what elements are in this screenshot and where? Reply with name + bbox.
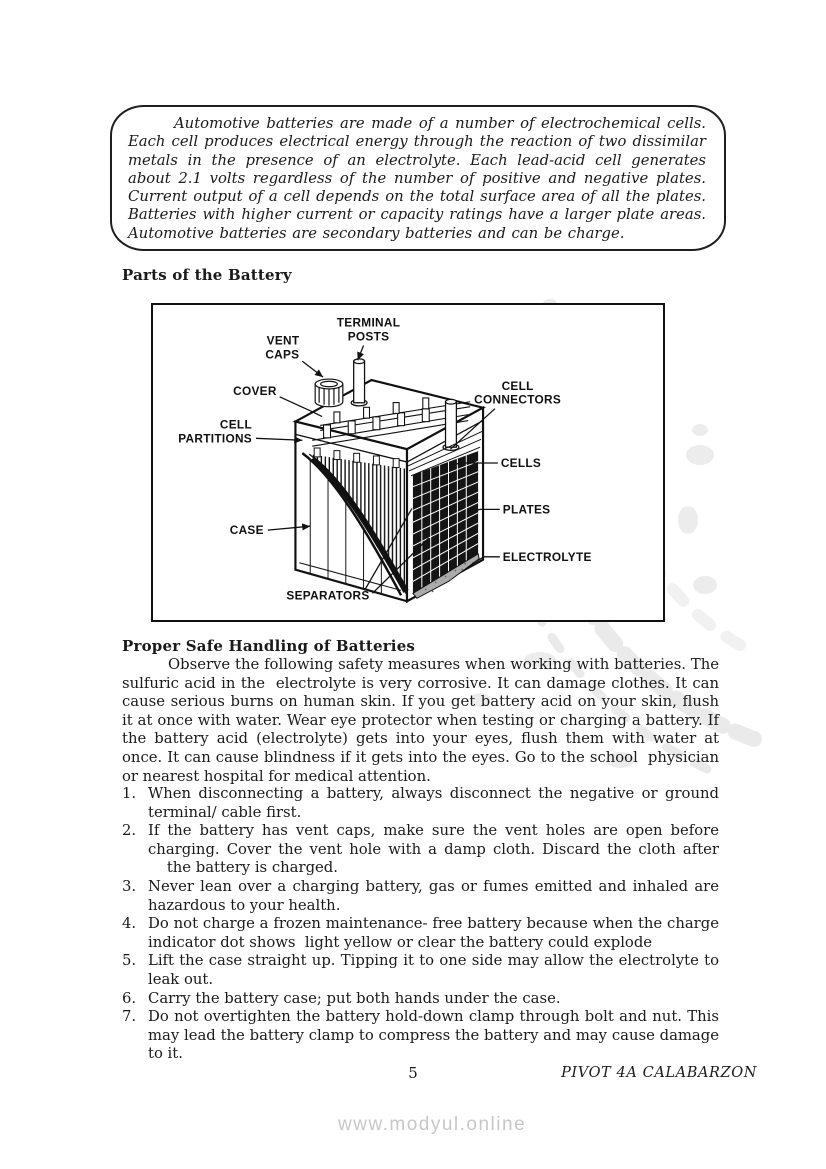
safety-list-item: Do not charge a frozen maintenance- free battery because when the charge indicator dot shows light yellow or clear the battery could explode bbox=[148, 915, 719, 951]
label-cell-connectors-2: CONNECTORS bbox=[474, 392, 562, 407]
label-electrolyte: ELECTROLYTE bbox=[502, 549, 592, 564]
label-cell-partitions: CELL bbox=[219, 417, 252, 432]
safety-list bbox=[122, 785, 719, 1064]
vent-cap bbox=[315, 379, 343, 407]
label-plates: PLATES bbox=[502, 502, 551, 517]
safety-list-item: Lift the case straight up. Tipping it to one side may allow the electrolyte to leak out. bbox=[148, 952, 719, 988]
site-watermark: www.modyul.online bbox=[338, 1114, 527, 1135]
label-separators: SEPARATORS bbox=[286, 588, 370, 603]
label-case: CASE bbox=[229, 523, 264, 538]
safety-list-item: Carry the battery case; put both hands under the case. bbox=[148, 989, 561, 1007]
section-heading-safe-handling: Proper Safe Handling of Batteries bbox=[122, 637, 416, 655]
label-terminal-posts-2: POSTS bbox=[347, 329, 390, 344]
safety-list-item: Never lean over a charging battery, gas or fumes emitted and inhaled are hazardous to your health. bbox=[148, 877, 719, 914]
safety-list-item: If the battery has vent caps, make sure the vent holes are open before charging. Cover the vent hole with a damp cloth. Discard the cloth after the battery is charged. bbox=[148, 822, 719, 877]
battery-diagram-frame bbox=[151, 303, 665, 622]
safety-list-item: When disconnecting a battery, always disconnect the negative or ground terminal/ cable first. bbox=[148, 785, 719, 821]
page-number: 5 bbox=[408, 1064, 418, 1082]
intro-box bbox=[110, 105, 726, 251]
intro-text: Automotive batteries are made of a number of electrochemical cells. Each cell produces electrical energy through the reaction of two dissimilar metals in the presence of an electrolyte. Each lead-acid cell generates about 2.1 volts regardless of the number of positive and negative plates. Current output of a cell depends on the total surface area of all the plates. Batteries with higher current or capacity ratings have a larger plate areas. Automotive batteries are secondary batteries and can be charge. bbox=[128, 115, 706, 242]
label-cells: CELLS bbox=[500, 455, 542, 470]
safety-list-item: Do not overtighten the battery hold-down clamp through bolt and nut. This may lead the battery clamp to compress the battery and may cause damage to it. bbox=[148, 1008, 719, 1063]
section-heading-parts-of-battery: Parts of the Battery bbox=[122, 266, 292, 284]
label-cover: COVER bbox=[233, 383, 277, 398]
label-vent-caps: VENT bbox=[266, 333, 300, 348]
label-terminal-posts: TERMINAL bbox=[336, 315, 401, 330]
label-cell-connectors: CELL bbox=[501, 378, 534, 393]
safety-paragraph: Observe the following safety measures when working with batteries. The sulfuric acid in the electrolyte is very corrosive. It can damage clothes. It can cause serious burns on human skin. If you get battery acid on your skin, flush it at once with water. Wear eye protector when testing or charging a battery. If the battery acid (electrolyte) gets into your eyes, flush them with water at once. It can cause blindness if it gets into the eyes. Go to the school physician or nearest hospital for medical attention. bbox=[122, 656, 719, 785]
label-cell-partitions-2: PARTITIONS bbox=[178, 431, 252, 446]
plates-grid bbox=[413, 451, 478, 593]
edition-label: PIVOT 4A CALABARZON bbox=[561, 1065, 757, 1081]
label-vent-caps-2: CAPS bbox=[265, 347, 300, 362]
battery-diagram bbox=[153, 305, 663, 620]
